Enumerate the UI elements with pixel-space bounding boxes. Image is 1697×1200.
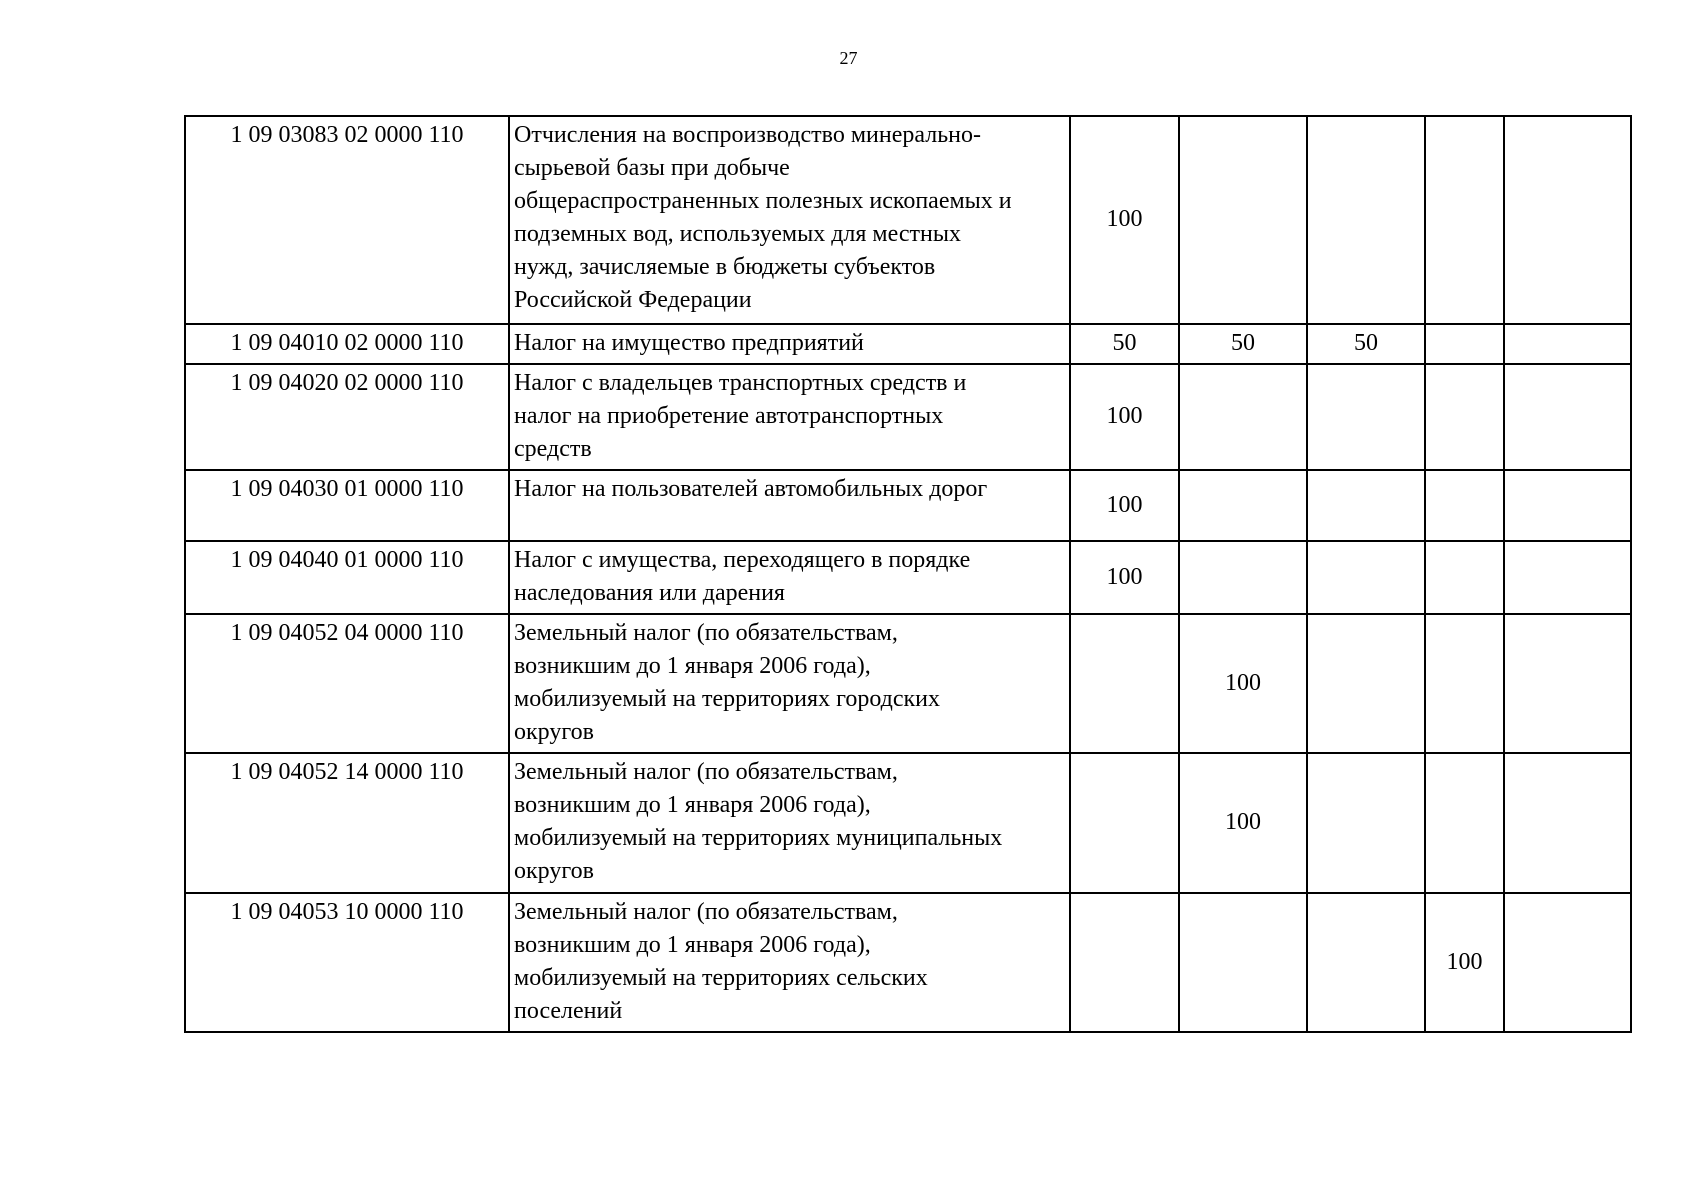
percentage-cell: 100 [1179,753,1307,893]
percentage-cell [1307,893,1425,1032]
percentage-cell [1070,893,1179,1032]
percentage-cell [1425,116,1504,324]
percentage-cell: 50 [1307,324,1425,364]
description-line: Российской Федерации [514,287,752,313]
table-row [185,116,1631,324]
table-row [185,364,1631,470]
budget-code-cell: 1 09 04010 02 0000 110 [185,324,509,364]
description-line: возникшим до 1 января 2006 года), [514,792,871,818]
description-line: округов [514,858,594,884]
percentage-cell [1504,116,1631,324]
percentage-cell [1179,470,1307,541]
table-row [185,753,1631,893]
percentage-cell [1307,470,1425,541]
revenue-description-cell [509,541,1070,614]
percentage-cell: 100 [1070,541,1179,614]
revenue-description-cell [509,893,1070,1032]
percentage-cell [1504,893,1631,1032]
percentage-cell [1425,364,1504,470]
budget-code-cell: 1 09 04052 04 0000 110 [185,614,509,753]
description-line: мобилизуемый на территориях муниципальных [514,825,1003,851]
percentage-cell: 100 [1179,614,1307,753]
budget-code-cell: 1 09 04030 01 0000 110 [185,470,509,541]
description-line: округов [514,719,594,745]
budget-code-cell: 1 09 04052 14 0000 110 [185,753,509,893]
percentage-cell [1070,614,1179,753]
table-row [185,893,1631,1032]
percentage-cell: 50 [1179,324,1307,364]
percentage-cell [1504,753,1631,893]
table-row [185,614,1631,753]
percentage-cell: 100 [1425,893,1504,1032]
revenue-distribution-table [184,115,1632,1033]
description-line: наследования или дарения [514,580,785,606]
percentage-cell [1307,753,1425,893]
description-line: налог на приобретение автотранспортных [514,403,944,429]
table-row [185,541,1631,614]
percentage-cell [1504,364,1631,470]
percentage-cell [1307,541,1425,614]
description-line: Отчисления на воспроизводство минерально- [514,122,981,148]
description-line: Налог с владельцев транспортных средств и [514,370,967,396]
description-line: сырьевой базы при добыче [514,155,790,181]
table-row [185,324,1631,364]
revenue-description-cell [509,614,1070,753]
budget-code-cell: 1 09 04053 10 0000 110 [185,893,509,1032]
description-line: средств [514,436,592,462]
percentage-cell [1504,614,1631,753]
percentage-cell [1307,364,1425,470]
revenue-description-cell [509,753,1070,893]
percentage-cell [1504,541,1631,614]
description-line: Земельный налог (по обязательствам, [514,620,898,646]
description-line: возникшим до 1 января 2006 года), [514,653,871,679]
percentage-cell [1179,893,1307,1032]
percentage-cell [1179,541,1307,614]
percentage-cell [1425,470,1504,541]
percentage-cell [1425,753,1504,893]
revenue-description-cell [509,324,1070,364]
description-line: возникшим до 1 января 2006 года), [514,932,871,958]
budget-code-cell: 1 09 04040 01 0000 110 [185,541,509,614]
percentage-cell [1504,470,1631,541]
percentage-cell [1425,324,1504,364]
description-line: нужд, зачисляемые в бюджеты субъектов [514,254,936,280]
table-row [185,470,1631,541]
percentage-cell: 100 [1070,364,1179,470]
description-line: Земельный налог (по обязательствам, [514,759,898,785]
budget-code-cell: 1 09 04020 02 0000 110 [185,364,509,470]
description-line: общераспространенных полезных ископаемых и [514,188,1012,214]
description-line: Налог с имущества, переходящего в порядке [514,547,971,573]
revenue-description-cell [509,470,1070,541]
revenue-description-cell [509,116,1070,324]
description-line: мобилизуемый на территориях городских [514,686,940,712]
page-number: 27 [839,48,858,68]
description-line: Налог на имущество предприятий [514,330,864,356]
percentage-cell [1425,541,1504,614]
description-line: Земельный налог (по обязательствам, [514,899,898,925]
percentage-cell: 100 [1070,116,1179,324]
percentage-cell [1307,116,1425,324]
percentage-cell [1179,364,1307,470]
budget-code-cell: 1 09 03083 02 0000 110 [185,116,509,324]
percentage-cell [1179,116,1307,324]
revenue-description-cell [509,364,1070,470]
percentage-cell [1425,614,1504,753]
percentage-cell [1307,614,1425,753]
description-line: Налог на пользователей автомобильных дорог [514,476,988,502]
percentage-cell: 100 [1070,470,1179,541]
description-line: поселений [514,998,623,1024]
percentage-cell [1504,324,1631,364]
description-line: мобилизуемый на территориях сельских [514,965,928,991]
description-line: подземных вод, используемых для местных [514,221,961,247]
percentage-cell: 50 [1070,324,1179,364]
percentage-cell [1070,753,1179,893]
